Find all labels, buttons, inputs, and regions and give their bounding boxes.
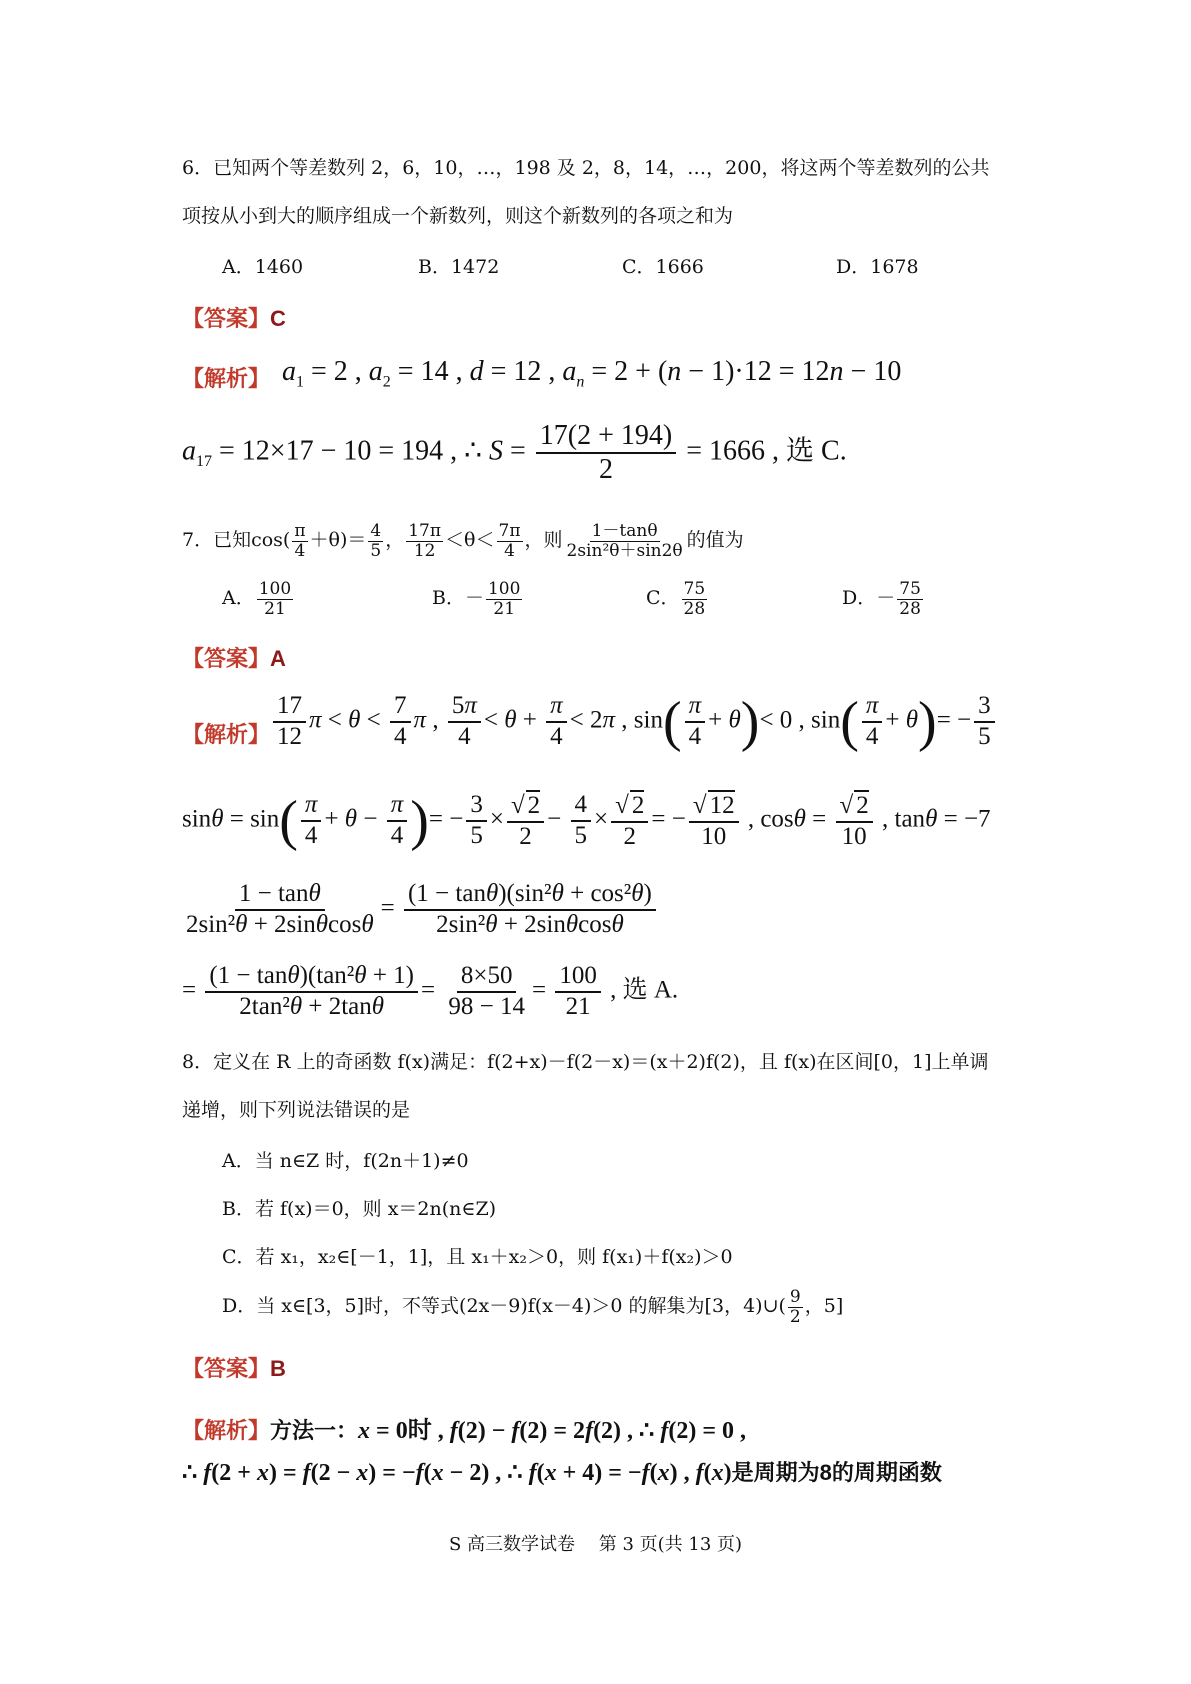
q8-option-b: B．若 f(x)＝0，则 x＝2n(n∈Z) <box>222 1198 497 1220</box>
answer-value: C <box>270 306 286 331</box>
q6-analysis-label: 【解析】 <box>182 366 271 391</box>
q6-answer <box>182 302 286 333</box>
q7-option-d: D．－ $\frac{75}{28}$ <box>842 579 921 619</box>
question-7-stem: 7．已知cos( $\frac{\pi}{4}$ ＋θ)＝ $\frac{4}{5}$ ， $\frac{17\pi}{12}$ ＜θ＜ $\frac{7\pi}{4}$ ，则 $\frac{1-\tan\theta}{\text{2sin²θ＋sin2θ}}$ 的值为 <box>182 520 744 561</box>
q6-option-a: A．1460 <box>222 256 304 278</box>
q7-analysis-line-1: $\frac{17}{12}$ π < θ < $\frac{7}{4}$ π , $\frac{5\pi}{4}$ < θ + $\frac{\pi}{4}$ < 2π , sin( $\frac{\pi}{4}$ + θ)< 0 , sin( $\frac{\pi}{4}$ + θ)= − $\frac{3}{5}$ <box>270 692 998 752</box>
q7-option-b: B．－ $\frac{100}{21}$ <box>432 579 521 619</box>
q7-answer: 【答案】A <box>182 646 286 671</box>
page-footer: S 高三数学试卷 第 3 页(共 13 页) <box>448 1534 743 1555</box>
q6-analysis-line-1: $a_1 = 2$ , $a_2 = 14$ , d = 12 , $a_n = 2 + (n - 1)\cdot 12 = 12n - 10$ <box>282 356 902 391</box>
q7-analysis-line-4: = $\frac{\text{(1 − tanθ)(tan²θ + 1)}}{\text{2tan²θ + 2tanθ}}$ = $\frac{8\times 50}{98 - 14}$ = $\frac{100}{21}$ , 选 A. <box>182 962 679 1020</box>
q8-analysis-line-1: 【解析】方法一：x = 0时 , f(2) − f(2) = 2f(2) , ∴ f(2) = 0 , <box>182 1418 746 1444</box>
question-8-line-1: 8．定义在 R 上的奇函数 f(x)满足：f(2+x)－f(2－x)＝(x＋2)f(2)，且 f(x)在区间[0，1]上单调 <box>182 1051 989 1073</box>
q8-option-d: D．当 x∈[3，5]时，不等式(2x－9)f(x－4)＞0 的解集为[3，4)∪( $\frac{9}{2}$ ，5] <box>222 1287 844 1327</box>
q6-analysis-line-2: $a_{17} = 12\times 17 - 10 = 194$ , ∴ S = $\frac{17(2 + 194)}{2}$ = 1666 , 选 C. <box>182 420 847 486</box>
q7-analysis-label: 【解析】 <box>182 722 271 747</box>
question-6-line-1: 6．已知两个等差数列 2，6，10，…，198 及 2，8，14，…，200，将这两个等差数列的公共 <box>182 157 990 179</box>
q7-option-c: C． $\frac{75}{28}$ <box>646 579 706 619</box>
q6-option-b: B．1472 <box>418 256 500 278</box>
q7-analysis-line-2: sinθ = sin( $\frac{\pi}{4}$ + θ − $\frac{\pi}{4}$ )= − $\frac{3}{5}$ × $\frac{√ 2}{2}$ − $\frac{4}{5}$ × $\frac{√ 2}{2}$ = − $\frac{√ 12}{10}$ , cosθ = $\frac{√ 2}{10}$ , tanθ = −7 <box>182 789 991 852</box>
question-6-line-2: 项按从小到大的顺序组成一个新数列，则这个新数列的各项之和为 <box>182 205 734 227</box>
question-8-line-2: 递增，则下列说法错误的是 <box>182 1099 411 1121</box>
q6-option-c: C．1666 <box>622 256 704 278</box>
q8-analysis-line-2: ∴ f(2 + x) = f(2 − x) = −f(x − 2) , ∴ f(x + 4) = −f(x) , f(x)是周期为8的周期函数 <box>182 1460 942 1486</box>
q6-option-d: D．1678 <box>836 256 919 278</box>
q7-analysis-line-3: $\frac{1 - \tan\theta}{\text{2sin²θ + 2sinθcosθ}}$ = $\frac{\text{(1 − tanθ)(sin²θ + cos²θ)}}{\text{2sin²θ + 2sinθcosθ}}$ <box>182 880 659 940</box>
q8-answer: 【答案】B <box>182 1356 286 1381</box>
answer-label: 【答案】 <box>182 306 271 331</box>
q8-option-c: C．若 x₁，x₂∈[－1，1]，且 x₁＋x₂＞0，则 f(x₁)＋f(x₂)＞0 <box>222 1246 733 1268</box>
q8-option-a: A．当 n∈Z 时，f(2n＋1)≠0 <box>222 1150 469 1172</box>
q7-option-a: A． $\frac{100}{21}$ <box>222 579 292 619</box>
